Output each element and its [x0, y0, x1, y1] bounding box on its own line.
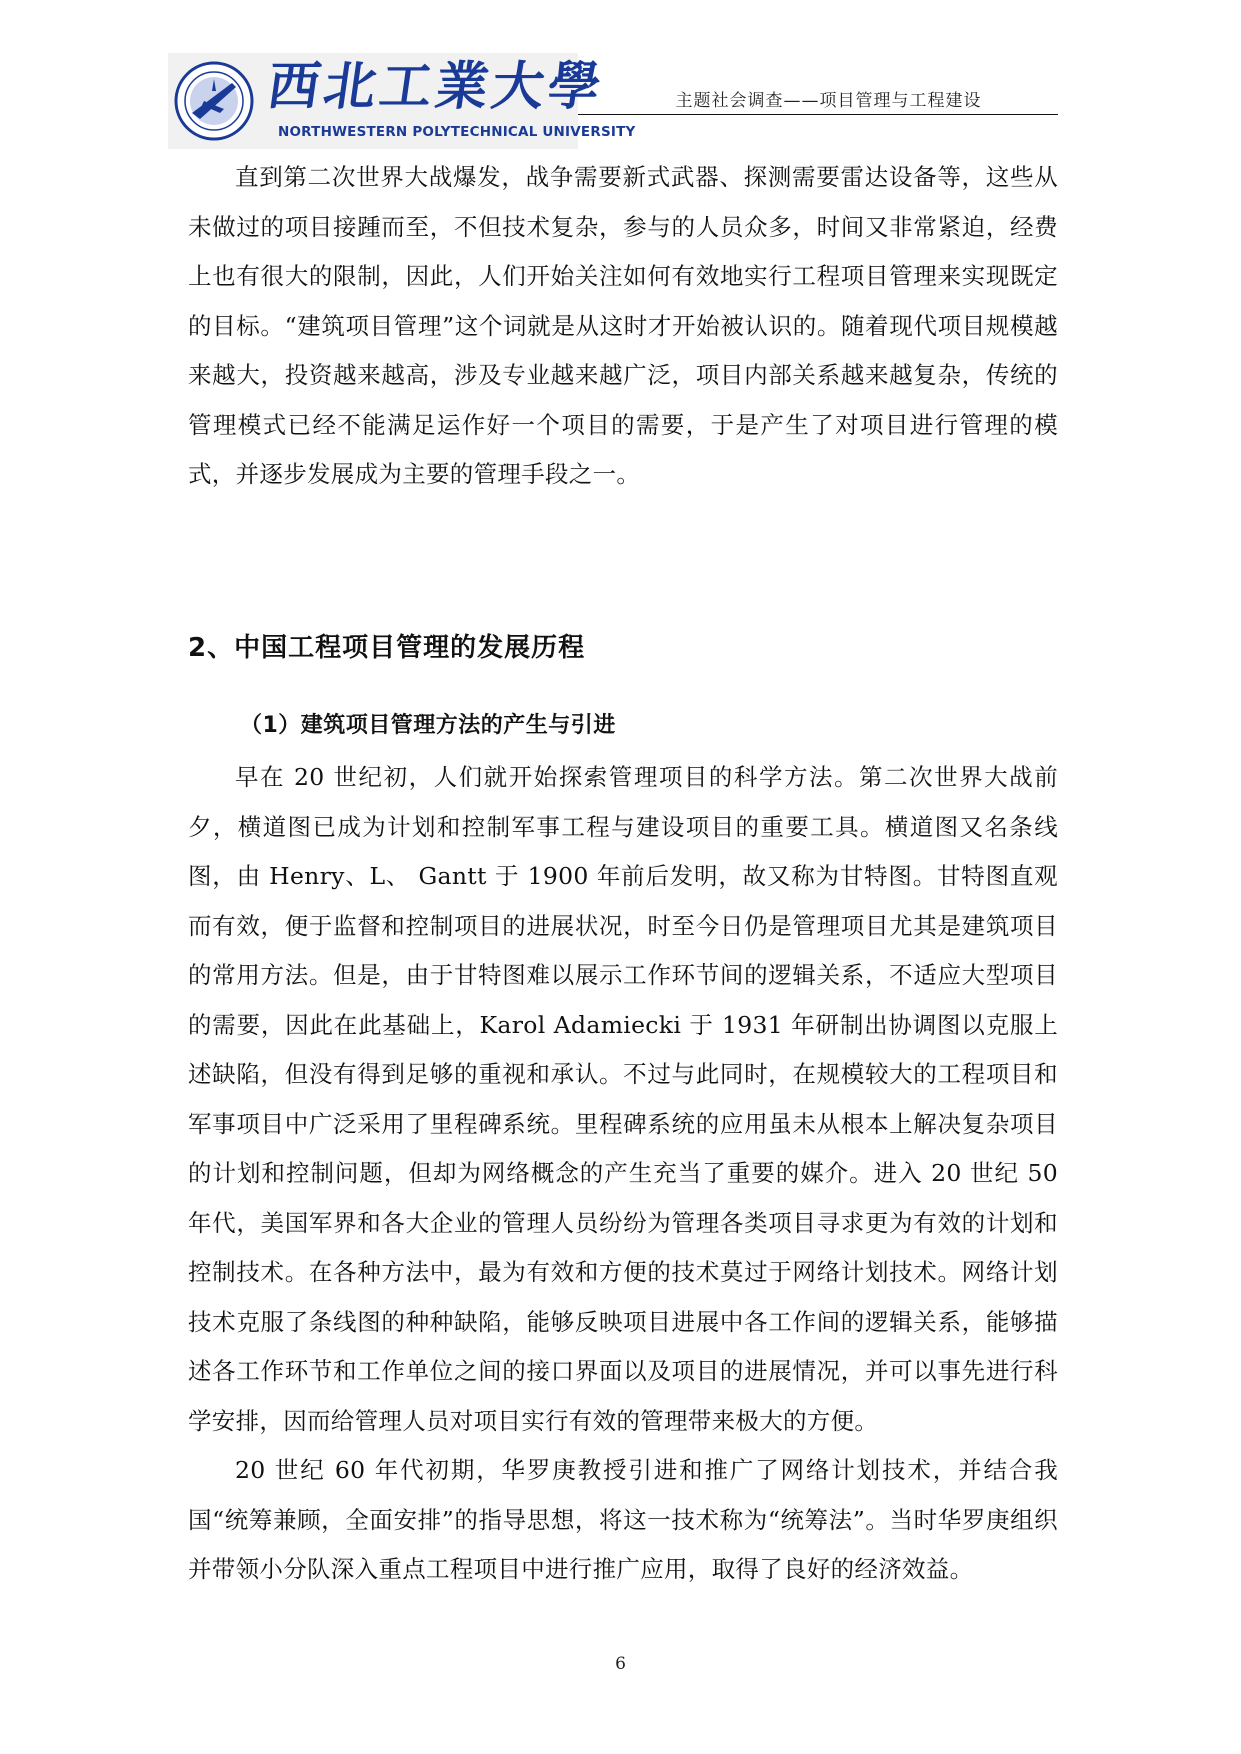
header-divider — [578, 114, 1058, 115]
subsection-heading: （1）建筑项目管理方法的产生与引进 — [240, 713, 616, 738]
body-paragraph: 直到第二次世界大战爆发，战争需要新式武器、探测需要雷达设备等，这些从未做过的项目接踵而至，不但技术复杂，参与的人员众多，时间又非常紧迫，经费上也有很大的限制，因此，人们开始关注如何有效地实行工程项目管理来实现既定的目标。“建筑项目管理”这个词就是从这时才开始被认识的。随着现代项目规模越来越大，投资越来越高，涉及专业越来越广泛，项目内部关系越来越复杂，传统的管理模式已经不能满足运作好一个项目的需要，于是产生了对项目进行管理的模式，并逐步发展成为主要的管理手段之一。 — [188, 163, 1058, 488]
page-number: 6 — [615, 1654, 626, 1674]
logo-name-chinese: 西北工業大學 — [263, 56, 609, 117]
body-paragraph: 早在 20 世纪初，人们就开始探索管理项目的科学方法。第二次世界大战前夕，横道图已成为计划和控制军事工程与建设项目的重要工具。横道图又名条线图，由 Henry、L、 Gantt 于 1900 年前后发明，故又称为甘特图。甘特图直观而有效，便于监督和控制项目的进展状况，时至今日仍是管理项目尤其是建筑项目的常用方法。但是，由于甘特图难以展示工作环节间的逻辑关系，不适应大型项目的需要，因此在此基础上，Karol Adamiecki 于 1931 年研制出协调图以克服上述缺陷，但没有得到足够的重视和承认。不过与此同时，在规模较大的工程项目和军事项目中广泛采用了里程碑系统。里程碑系统的应用虽未从根本上解决复杂项目的计划和控制问题，但却为网络概念的产生充当了重要的媒介。进入 20 世纪 50 年代，美国军界和各大企业的管理人员纷纷为管理各类项目寻求更为有效的计划和控制技术。在各种方法中，最为有效和方便的技术莫过于网络计划技术。网络计划技术克服了条线图的种种缺陷，能够反映项目进展中各工作间的逻辑关系，能够描述各工作环节和工作单位之间的接口界面以及项目的进展情况，并可以事先进行科学安排，因而给管理人员对项目实行有效的管理带来极大的方便。 — [188, 763, 1058, 1435]
logo-name-english: NORTHWESTERN POLYTECHNICAL UNIVERSITY — [278, 124, 636, 140]
running-header-title: 主题社会调查——项目管理与工程建设 — [675, 91, 982, 111]
section-heading: 2、中国工程项目管理的发展历程 — [188, 633, 586, 663]
university-emblem-icon — [174, 61, 254, 141]
university-logo — [168, 53, 636, 149]
body-paragraph: 20 世纪 60 年代初期，华罗庚教授引进和推广了网络计划技术，并结合我国“统筹兼顾，全面安排”的指导思想，将这一技术称为“统筹法”。当时华罗庚组织并带领小分队深入重点工程项目中进行推广应用，取得了良好的经济效益。 — [188, 1456, 1058, 1583]
